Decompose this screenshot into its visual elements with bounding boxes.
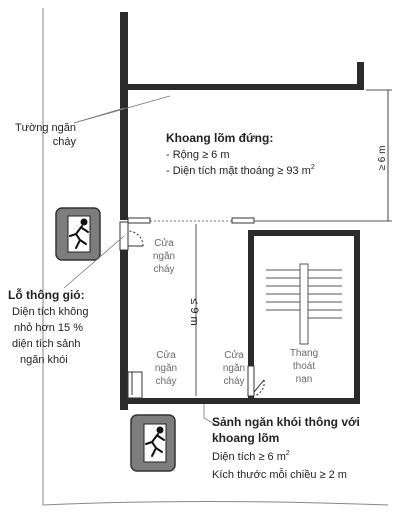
recess-top-right-wall — [357, 62, 364, 90]
fire-wall-upper — [120, 12, 128, 220]
door-right — [248, 366, 264, 396]
distance-label: ≤ 9 m — [188, 298, 200, 326]
boundary-curve — [43, 502, 388, 506]
fire-wall-label-2: cháy — [52, 136, 76, 148]
lobby-title-2: khoang lõm — [212, 431, 280, 445]
lobby-area: Diện tích ≥ 6 $m^2$ — [212, 450, 290, 463]
staircase — [266, 264, 342, 344]
door-left — [128, 372, 142, 398]
recess-top-wall — [128, 84, 364, 90]
recess-title: Khoang lõm đứng: — [166, 131, 274, 145]
vent-desc-4: ngăn khói — [20, 354, 68, 366]
stair-label-3: nạn — [295, 374, 313, 385]
stair-top-wall — [248, 230, 360, 236]
exit-sign-upper — [56, 208, 100, 260]
door-upper-label-1: Cửa — [154, 238, 174, 249]
recess-area: - Diện tích mặt thoáng ≥ 93 $m^2$ — [166, 164, 315, 177]
door-upper-label-3: cháy — [153, 264, 175, 275]
wall-stub-right — [232, 218, 254, 223]
recess-dim-label: ≥ 6 m — [377, 145, 388, 171]
vent-desc-1: Diện tích không — [12, 306, 89, 318]
exit-sign-lower — [131, 415, 175, 471]
vent-title: Lỗ thông gió: — [8, 288, 85, 302]
door-left-label-1: Cửa — [156, 350, 176, 361]
stair-right-wall — [354, 230, 360, 404]
stair-label-1: Thang — [289, 348, 319, 359]
door-upper-label-2: ngăn — [152, 251, 176, 262]
wall-stub-left — [128, 218, 150, 223]
vent-desc-2: nhỏ hơn 15 % — [14, 322, 83, 334]
fire-wall-label-1: Tường ngăn — [14, 122, 76, 134]
stair-label-2: thoát — [292, 361, 316, 372]
door-right-label-3: cháy — [223, 376, 245, 387]
lobby-title-1: Sảnh ngăn khói thông với — [212, 415, 360, 429]
door-left-label-3: cháy — [155, 376, 177, 387]
fire-wall-lower — [120, 250, 128, 410]
lobby-dim: Kích thước mỗi chiều ≥ 2 m — [212, 469, 347, 481]
vent-desc-3: diện tích sảnh — [12, 338, 81, 350]
door-right-label-1: Cửa — [224, 350, 244, 361]
recess-width: - Rộng ≥ 6 m — [166, 149, 230, 161]
lobby-bottom-wall — [128, 398, 360, 404]
door-right-label-2: ngăn — [222, 363, 246, 374]
door-left-label-2: ngăn — [154, 363, 178, 374]
